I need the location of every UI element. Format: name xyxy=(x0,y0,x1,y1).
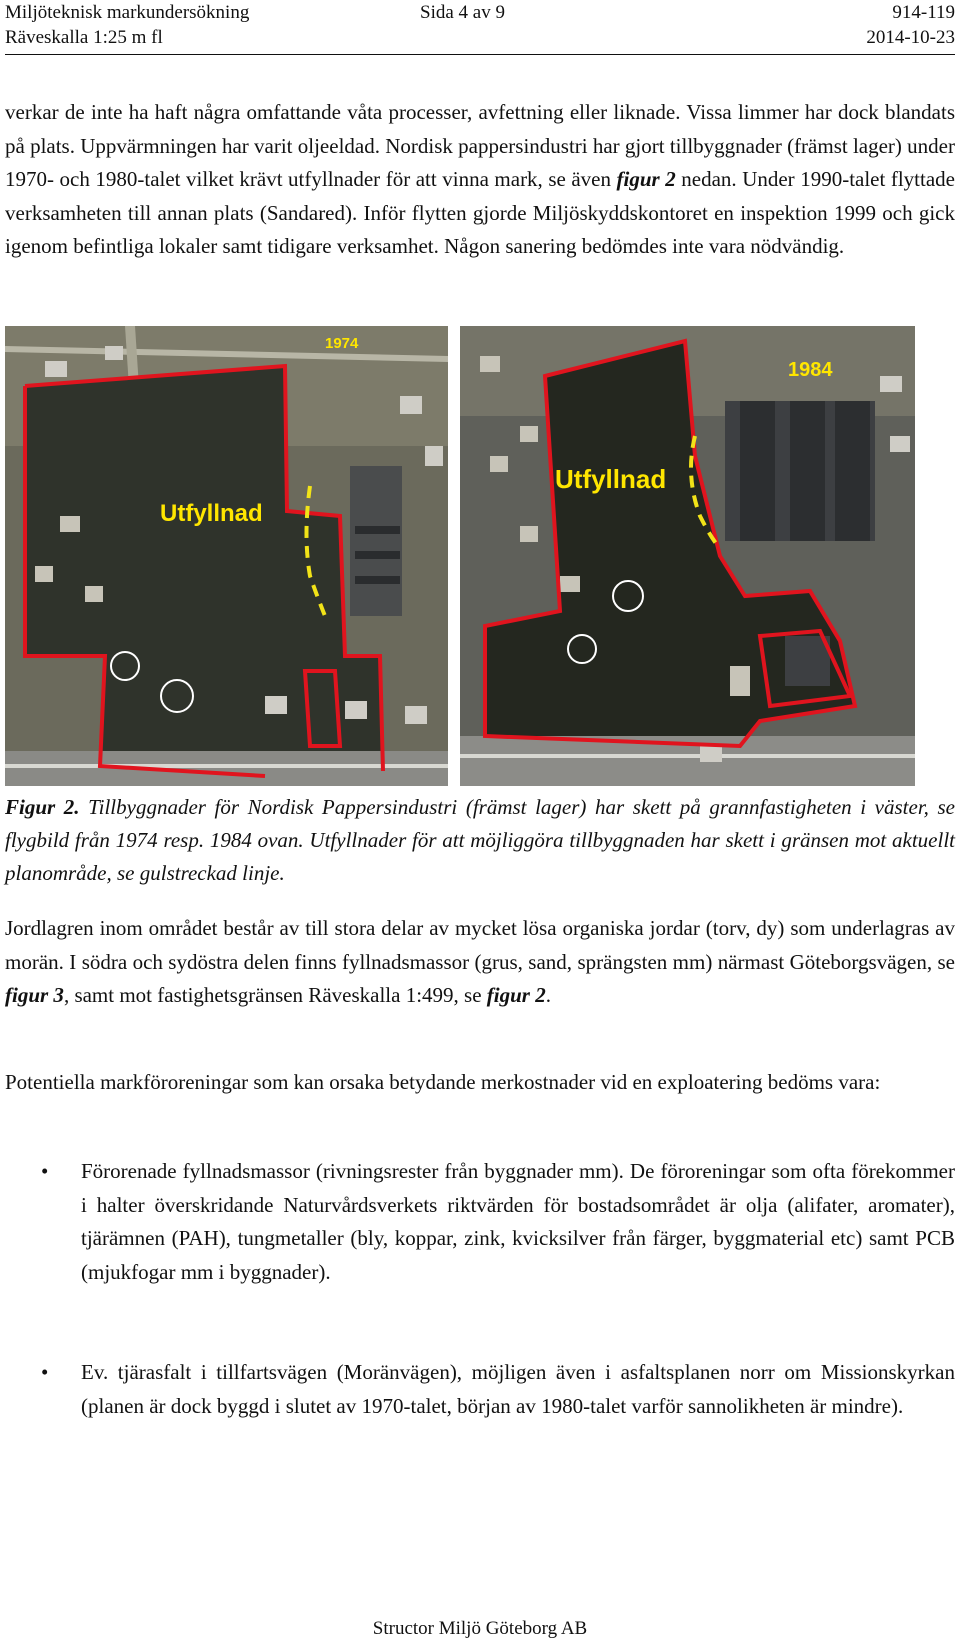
page-footer: Structor Miljö Göteborg AB xyxy=(372,1618,588,1639)
year-label-1974: 1974 xyxy=(325,335,359,352)
figure-2-aerial-photos xyxy=(5,326,955,786)
bullet-list xyxy=(5,1356,955,1423)
aerial-photo-1984 xyxy=(460,326,915,786)
page-number: Sida 4 av 9 xyxy=(420,2,505,23)
paragraph-history xyxy=(5,96,955,264)
paragraph-text: . xyxy=(545,983,551,1007)
year-label-1984: 1984 xyxy=(788,359,833,381)
paragraph-soil xyxy=(5,912,955,1013)
figure-reference: figur 2 xyxy=(616,167,676,191)
figure-reference: figur 3 xyxy=(5,983,64,1007)
caption-text: Tillbyggnader för Nordisk Pappersindustri (främst lager) har skett på grannfastigheten i väster, se flygbild från 1974 resp. 1984 ovan. Utfyllnader för att möjliggöra tillbyggnaden har skett i gränsen mot aktuellt planområde, se gulstreckad linje. xyxy=(5,795,955,885)
bullet-icon: • xyxy=(41,1159,49,1183)
list-item xyxy=(5,1356,955,1423)
property-name: Räveskalla 1:25 m fl xyxy=(5,27,163,48)
bullet-icon: • xyxy=(41,1360,49,1384)
aerial-photo-1974 xyxy=(5,326,448,786)
paragraph-text: , samt mot fastighetsgränsen Räveskalla 1:499, se xyxy=(63,983,487,1007)
bullet-list xyxy=(5,1155,955,1289)
document-date: 2014-10-23 xyxy=(866,27,955,48)
caption-label: Figur 2. xyxy=(5,795,80,819)
list-item xyxy=(5,1155,955,1289)
page-header xyxy=(5,0,955,55)
paragraph-contaminants-intro xyxy=(5,1066,955,1100)
paragraph-text: nedan. Under 1990-talet flyttade verksamheten till annan plats (Sandared). Inför flytten gjorde Miljöskyddskontoret en inspektion 1999 och gick igenom befintliga lokaler samt tidigare verksamhet. Någon sanering bedömdes inte vara nödvändig. xyxy=(5,167,955,258)
document-title: Miljöteknisk markundersökning xyxy=(5,2,250,23)
figure-caption xyxy=(5,791,955,890)
paragraph-text: Potentiella markföroreningar som kan orsaka betydande merkostnader vid en exploatering bedöms vara: xyxy=(5,1070,881,1094)
fill-label: Utfyllnad xyxy=(160,500,263,527)
list-item-text: Ev. tjärasfalt i tillfartsvägen (Moränvägen), möjligen även i asfaltsplanen norr om Missionskyrkan (planen är dock byggd i slutet av 1970-talet, början av 1980-talet varför sannolikheten är mindre). xyxy=(81,1360,955,1418)
project-number: 914-119 xyxy=(892,2,955,23)
fill-label: Utfyllnad xyxy=(555,464,667,494)
paragraph-text: verkar de inte ha haft några omfattande våta processer, avfettning eller liknade. Vissa limmer har dock blandats på plats. Uppvärmningen har varit oljeeldad. Nordisk pappersindustri har gjort tillbyggnader (främst lager) under 1970- och 1980-talet vilket krävt utfyllnader för att vinna mark, se även xyxy=(5,100,955,191)
paragraph-text: Jordlagren inom området består av till stora delar av mycket lösa organiska jordar (torv, dy) som underlagras av morän. I södra och sydöstra delen finns fyllnadsmassor (grus, sand, sprängsten mm) närmast Göteborgsvägen, se xyxy=(5,916,955,974)
list-item-text: Förorenade fyllnadsmassor (rivningsrester från byggnader mm). De föroreningar som ofta förekommer i halter överskridande Naturvårdsverkets riktvärden för bostadsområdet är olja (alifater, aromater), tjärämnen (PAH), tungmetaller (bly, koppar, zink, kvicksilver från färger, byggmaterial etc) samt PCB (mjukfogar mm i byggnader). xyxy=(81,1159,955,1284)
figure-reference: figur 2 xyxy=(486,983,546,1007)
